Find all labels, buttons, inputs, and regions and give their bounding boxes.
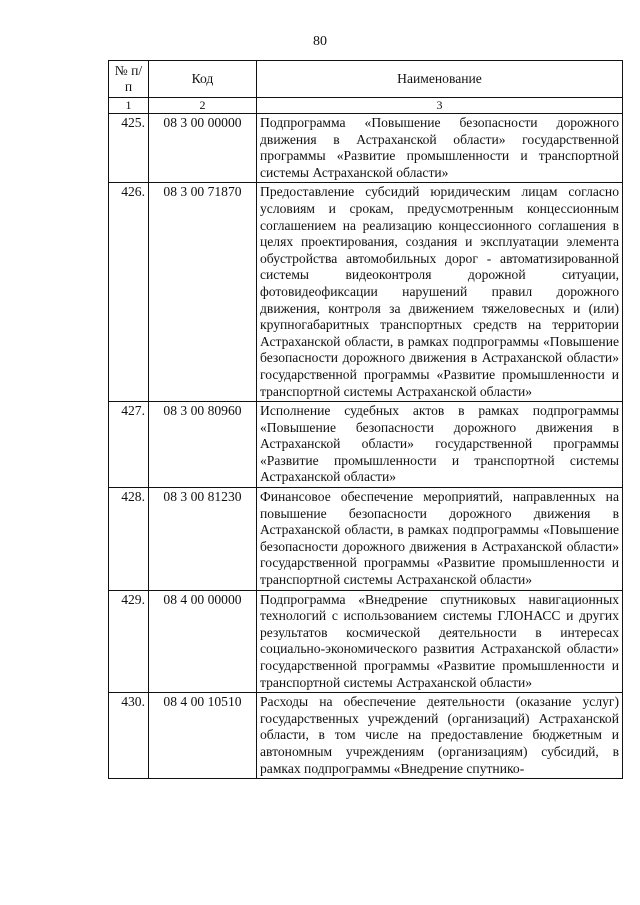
row-code: 08 3 00 80960	[149, 402, 257, 488]
column-index-row	[109, 98, 623, 114]
row-number: 427.	[109, 402, 149, 488]
row-code: 08 3 00 00000	[149, 114, 257, 183]
table-row	[109, 693, 623, 779]
table-row	[109, 114, 623, 183]
header-name: Наименование	[257, 61, 623, 98]
table-row	[109, 402, 623, 488]
table-row	[109, 590, 623, 693]
header-num: № п/п	[109, 61, 149, 98]
column-index: 3	[257, 98, 623, 114]
row-name: Расходы на обеспечение деятельности (оказание услуг) государственных учреждений (организаций) Астраханской области, в том числе на предоставление бюджетным и автономным учреждениям (организациям) субсидий, в рамках подпрограммы «Внедрение спутнико-	[257, 693, 623, 779]
row-name: Подпрограмма «Внедрение спутниковых навигационных технологий с использованием системы ГЛОНАСС и других результатов космической деятельности в интересах социально-экономического развития Астраханской области» государственной программы «Развитие промышленности и транспортной системы Астраханской области»	[257, 590, 623, 693]
row-code: 08 4 00 10510	[149, 693, 257, 779]
row-name: Исполнение судебных актов в рамках подпрограммы «Повышение безопасности дорожного движения в Астраханской области» государственной программы «Развитие промышленности и транспортной системы Астраханской области»	[257, 402, 623, 488]
row-code: 08 4 00 00000	[149, 590, 257, 693]
row-name: Предоставление субсидий юридическим лицам согласно условиям и срокам, предусмотренным концессионным соглашением на реализацию концессионного соглашения в целях проектирования, создания и эксплуатации элемента обустройства автомобильных дорог - автоматизированной системы видеоконтроля дорожной ситуации, фотовидеофиксации нарушений правил дорожного движения, контроля за движением тяжеловесных и (или) крупногабаритных транспортных средств на территории Астраханской области, в рамках подпрограммы «Повышение безопасности дорожного движения в Астраханской области» государственной программы «Развитие промышленности и транспортной системы Астраханской области»	[257, 183, 623, 402]
row-number: 428.	[109, 488, 149, 591]
row-name: Финансовое обеспечение мероприятий, направленных на повышение безопасности дорожного движения в Астраханской области, в рамках подпрограммы «Повышение безопасности дорожного движения в Астраханской области» государственной программы «Развитие промышленности и транспортной системы Астраханской области»	[257, 488, 623, 591]
row-number: 429.	[109, 590, 149, 693]
budget-classification-table	[108, 60, 623, 779]
row-name: Подпрограмма «Повышение безопасности дорожного движения в Астраханской области» государственной программы «Развитие промышленности и транспортной системы Астраханской области»	[257, 114, 623, 183]
row-number: 425.	[109, 114, 149, 183]
page-number: 80	[313, 34, 327, 49]
row-code: 08 3 00 71870	[149, 183, 257, 402]
header-code: Код	[149, 61, 257, 98]
row-number: 426.	[109, 183, 149, 402]
column-index: 2	[149, 98, 257, 114]
row-number: 430.	[109, 693, 149, 779]
table-row	[109, 488, 623, 591]
row-code: 08 3 00 81230	[149, 488, 257, 591]
table-row	[109, 183, 623, 402]
table-header-row	[109, 61, 623, 98]
column-index: 1	[109, 98, 149, 114]
